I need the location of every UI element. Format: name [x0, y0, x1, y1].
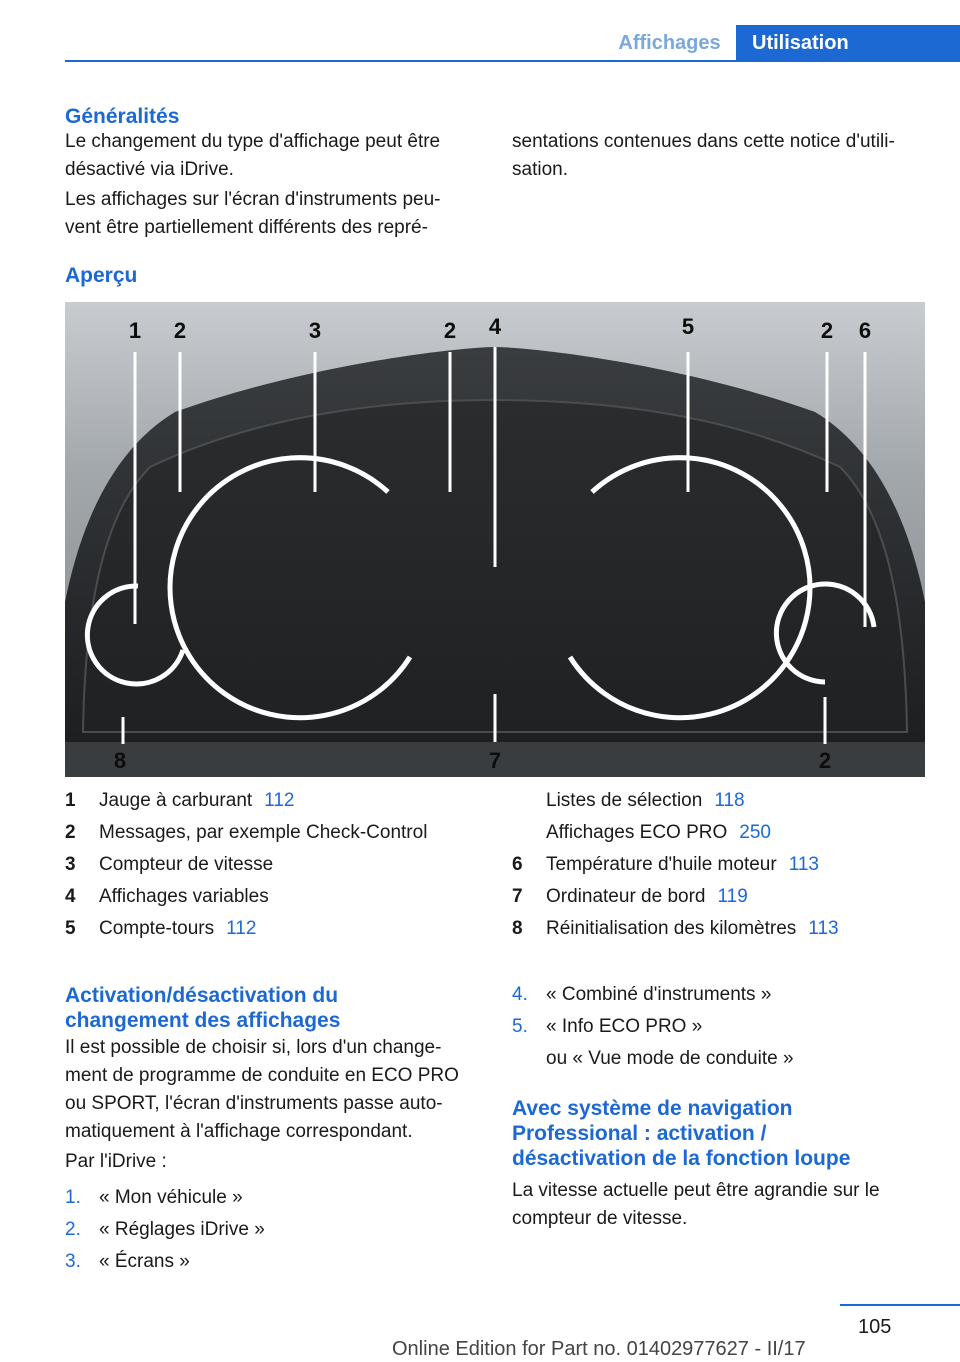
legend-num: 1 [65, 790, 76, 811]
step-text: « Réglages iDrive » [99, 1219, 265, 1240]
text-line: sation. [512, 159, 568, 180]
legend-text: Affichages ECO PRO [546, 822, 728, 843]
navigation-paragraph [512, 1177, 927, 1233]
step-num: 4. [512, 984, 528, 1005]
legend-num: 2 [65, 822, 76, 843]
page-ref-link[interactable]: 118 [714, 790, 745, 811]
text-line: ment de programme de conduite en ECO PRO [65, 1065, 459, 1086]
tab-utilisation[interactable]: Utilisation [736, 25, 960, 61]
text-line: vent être partiellement différents des repré- [65, 217, 428, 238]
page-ref-link[interactable]: 250 [739, 822, 771, 843]
page-ref-link[interactable]: 112 [226, 918, 257, 939]
callout-3: 3 [308, 318, 322, 343]
title-line: désactivation de la fonction loupe [512, 1147, 851, 1170]
text-line: matiquement à l'affichage correspondant. [65, 1121, 413, 1142]
step-num: 5. [512, 1016, 528, 1037]
section-title-navigation [512, 1096, 927, 1171]
text-line: sentations contenues dans cette notice d'utili- [512, 131, 895, 152]
legend-text: Jauge à carburant [99, 790, 253, 811]
section-title-activation [65, 983, 480, 1033]
callout-2c: 2 [820, 318, 834, 343]
callout-4: 4 [488, 314, 502, 339]
text-line: Il est possible de choisir si, lors d'un change- [65, 1037, 442, 1058]
header-divider [65, 60, 960, 62]
title-line: Activation/désactivation du [65, 984, 339, 1007]
legend-text: Messages, par exemple Check-Control [99, 822, 428, 843]
legend-num: 8 [512, 918, 523, 939]
text-line: ou SPORT, l'écran d'instruments passe auto- [65, 1093, 443, 1114]
legend-text: Compte-tours [99, 918, 215, 939]
legend-num: 7 [512, 886, 523, 907]
section-title-generalites: Généralités [65, 105, 180, 128]
text-line: Le changement du type d'affichage peut être [65, 131, 441, 152]
legend-text: Affichages variables [99, 886, 269, 907]
page-ref-link[interactable]: 112 [264, 790, 295, 811]
text-line: désactivé via iDrive. [65, 159, 234, 180]
page-number: 105 [858, 1316, 892, 1338]
page-ref-link[interactable]: 119 [717, 886, 748, 907]
activation-paragraph [65, 1034, 480, 1146]
step-num: 2. [65, 1219, 81, 1240]
title-line: Professional : activation / [512, 1122, 767, 1145]
step-text: ou « Vue mode de conduite » [546, 1048, 794, 1069]
legend-text: Ordinateur de bord [546, 886, 706, 907]
legend-text: Réinitialisation des kilomètres [546, 918, 797, 939]
callout-8: 8 [113, 748, 127, 773]
legend-num: 3 [65, 854, 76, 875]
step-text: « Info ECO PRO » [546, 1016, 703, 1037]
generalites-para2-right [512, 128, 927, 184]
callout-2b: 2 [443, 318, 457, 343]
text-line: compteur de vitesse. [512, 1208, 688, 1229]
title-line: changement des affichages [65, 1009, 341, 1032]
par-idrive: Par l'iDrive : [65, 1151, 167, 1172]
legend-text: Température d'huile moteur [546, 854, 777, 875]
step-num: 1. [65, 1187, 81, 1208]
legend-text: Listes de sélection [546, 790, 703, 811]
legend-num: 4 [65, 886, 76, 907]
callout-2d: 2 [818, 748, 832, 773]
text-line: La vitesse actuelle peut être agrandie sur le [512, 1180, 880, 1201]
tab-affichages[interactable]: Affichages [618, 32, 721, 54]
generalites-para1-left [65, 128, 480, 184]
step-text: « Combiné d'instruments » [546, 984, 772, 1005]
title-line: Avec système de navigation [512, 1097, 793, 1120]
callout-1: 1 [128, 318, 142, 343]
footer-divider [840, 1304, 960, 1306]
legend-text: Compteur de vitesse [99, 854, 274, 875]
page-ref-link[interactable]: 113 [788, 854, 819, 875]
legend-num: 6 [512, 854, 523, 875]
step-text: « Mon véhicule » [99, 1187, 243, 1208]
callout-5: 5 [681, 314, 695, 339]
instrument-cluster-figure [65, 302, 925, 777]
step-text: « Écrans » [99, 1251, 190, 1272]
callout-2a: 2 [173, 318, 187, 343]
callout-6: 6 [858, 318, 872, 343]
text-line: Les affichages sur l'écran d'instruments peu- [65, 189, 441, 210]
generalites-para2-left [65, 186, 480, 242]
callout-7: 7 [488, 748, 502, 773]
edition-text: Online Edition for Part no. 01402977627 - II/17 [392, 1338, 806, 1360]
section-title-apercu: Aperçu [65, 264, 138, 287]
page-ref-link[interactable]: 113 [808, 918, 839, 939]
legend-num: 5 [65, 918, 76, 939]
step-num: 3. [65, 1251, 81, 1272]
